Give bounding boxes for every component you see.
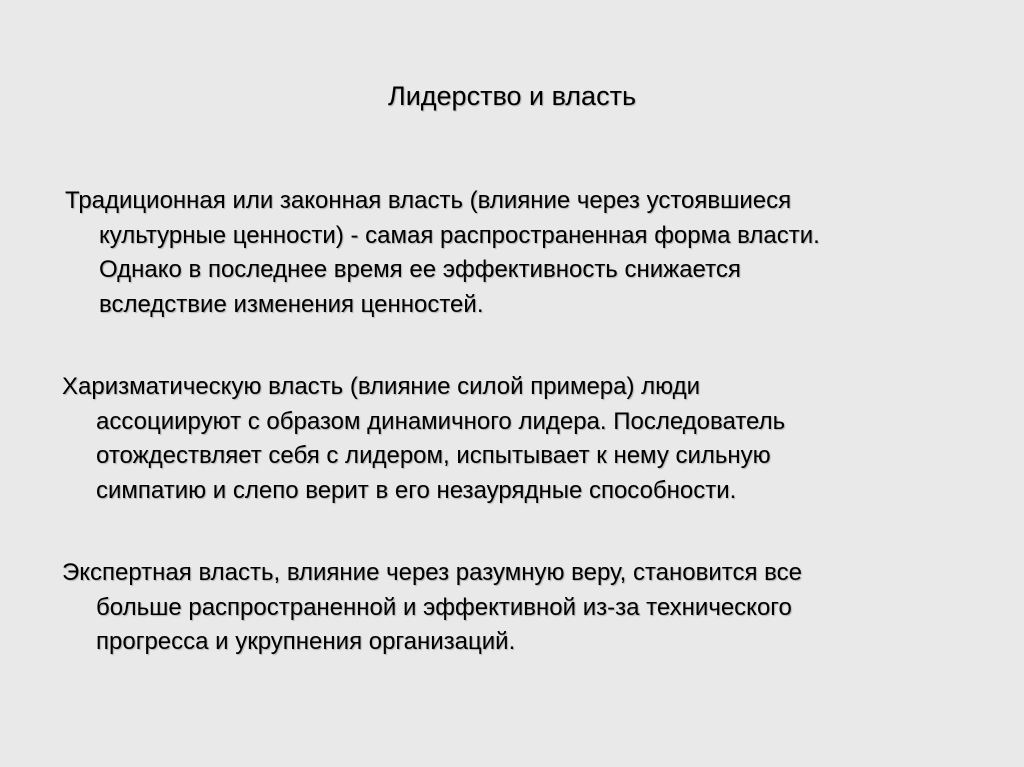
paragraph-line: Однако в последнее время ее эффективность снижается	[99, 256, 741, 283]
paragraph-line: ассоциируют с образом динамичного лидера. Последователь	[96, 407, 786, 435]
paragraph-line: больше распространенной и эффективной из-за технического	[96, 593, 792, 621]
slide-title: Лидерство и власть	[387, 81, 637, 111]
paragraph-line: симпатию и слепо верит в его незаурядные способности.	[96, 476, 737, 504]
paragraph-line: Традиционная или законная власть (влияние через устоявшиеся	[65, 187, 792, 214]
paragraph-line: культурные ценности) - самая распространенная форма власти.	[99, 221, 820, 249]
paragraph-charismatic-power	[62, 370, 785, 508]
paragraph-line: вследствие изменения ценностей.	[99, 290, 484, 318]
paragraph-line: отождествляет себя с лидером, испытывает к нему сильную	[96, 442, 771, 469]
paragraph-line: прогресса и укрупнения организаций.	[96, 628, 516, 655]
paragraph-line: Экспертная власть, влияние через разумную веру, становится все	[62, 559, 802, 586]
paragraph-line: Харизматическую власть (влияние силой примера) люди	[62, 373, 701, 400]
paragraph-expert-power	[62, 556, 802, 660]
paragraph-traditional-power	[65, 184, 820, 322]
